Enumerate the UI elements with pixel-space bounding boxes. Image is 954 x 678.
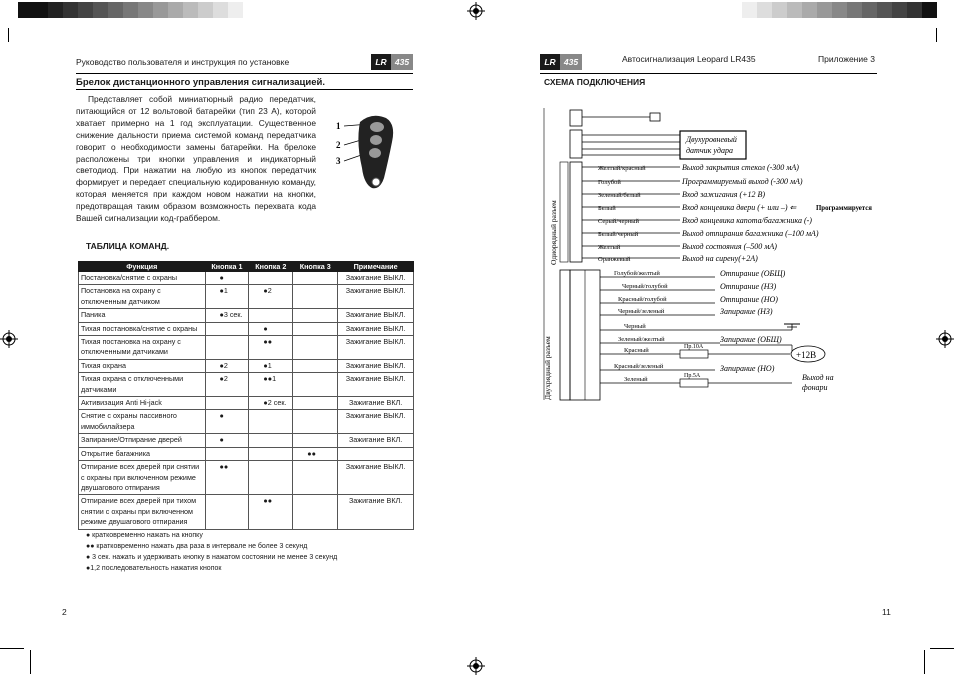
- wire1-color: Оранжевый: [598, 256, 631, 263]
- cell: ●●: [249, 495, 293, 529]
- cell: ●: [205, 434, 249, 447]
- legend-item: ●1,2 последовательность нажатия кнопок: [86, 565, 222, 572]
- wires2-group: [600, 269, 834, 392]
- cell: [293, 309, 338, 322]
- wire2-color: Черный: [624, 323, 646, 330]
- fuse-5a: [680, 379, 708, 387]
- cell: ●2: [205, 359, 249, 372]
- page-number-left: 2: [62, 607, 67, 617]
- cell: [293, 322, 338, 335]
- cell: ●●1: [249, 373, 293, 397]
- wire1-func: Вход концевика капота/багажника (-): [682, 216, 812, 225]
- cell: [338, 447, 414, 460]
- col-header: Кнопка 3: [293, 262, 338, 272]
- registration-mark-icon: [467, 2, 485, 20]
- cell: ●1: [249, 359, 293, 372]
- right-badge: [540, 54, 582, 70]
- wire2-func: Запирание (ОБЩ): [720, 335, 782, 344]
- sensor-label: Двухуровневый: [686, 135, 737, 144]
- crop-mark: [0, 648, 24, 649]
- wire2-func: Запирание (НЗ): [720, 307, 773, 316]
- cell: [205, 447, 249, 460]
- schema-title: СХЕМА ПОДКЛЮЧЕНИЯ: [544, 77, 646, 87]
- legend-item: ● кратковременно нажать на кнопку: [86, 532, 203, 539]
- sensor-connector: [570, 130, 582, 158]
- table-body: [79, 272, 414, 530]
- col-header: Кнопка 2: [249, 262, 293, 272]
- cell: Тихая охрана с отключенными датчиками: [79, 373, 206, 397]
- left-badge: [371, 54, 413, 70]
- cell: Зажигание ВЫКЛ.: [338, 373, 414, 397]
- wire1-func: Вход зажигания (+12 В): [682, 190, 766, 199]
- table-row: [79, 495, 414, 529]
- cell: Активизация Anti Hi-jack: [79, 397, 206, 410]
- lights-out-label: Выход на: [802, 373, 834, 382]
- table-row: [79, 285, 414, 309]
- commands-table: [78, 261, 414, 530]
- col-header: Кнопка 1: [205, 262, 249, 272]
- wire2-color: Красный: [624, 347, 649, 354]
- wire1-color: Серый/черный: [598, 218, 639, 225]
- cell: Зажигание ВЫКЛ.: [338, 285, 414, 309]
- cell: Тихая охрана: [79, 359, 206, 372]
- table-row: [79, 397, 414, 410]
- cell: Зажигание ВКЛ.: [338, 495, 414, 529]
- cell: Зажигание ВЫКЛ.: [338, 322, 414, 335]
- cell: Открытие багажника: [79, 447, 206, 460]
- wire1-color: Белый/черный: [598, 231, 639, 238]
- cell: ●2 сек.: [249, 397, 293, 410]
- cell: ●2: [205, 373, 249, 397]
- single-row-connector: [570, 162, 582, 262]
- table-row: [79, 272, 414, 285]
- cell: [249, 461, 293, 495]
- wire2-color: Красный/голубой: [618, 296, 667, 303]
- registration-mark-icon: [936, 330, 954, 348]
- badge-brand: LR: [371, 54, 391, 70]
- wire2-func: Отпирание (НЗ): [720, 282, 777, 291]
- wire1-func: Программируемый выход (-300 мА): [682, 177, 803, 186]
- legend-item: ●● кратковременно нажать два раза в интервале не более 3 секунд: [86, 543, 308, 550]
- wire2-func: Отпирание (НО): [720, 295, 778, 304]
- cell: ●1: [205, 285, 249, 309]
- table-header-row: [79, 262, 414, 272]
- wire1-color: Зеленый/белый: [598, 192, 641, 199]
- cell: [249, 447, 293, 460]
- registration-mark-icon: [0, 330, 18, 348]
- cell: [249, 434, 293, 447]
- fuse2-label: Пр.5А: [684, 373, 701, 379]
- cell: Паника: [79, 309, 206, 322]
- connector1-label: Одиорядный разъем: [549, 200, 558, 265]
- wire2-color: Зеленый: [624, 376, 648, 383]
- cell: [293, 461, 338, 495]
- table-row: [79, 359, 414, 372]
- programmable-note: Программируется: [816, 205, 872, 212]
- key-fob-image: [330, 112, 422, 194]
- cell: Зажигание ВКЛ.: [338, 434, 414, 447]
- table-row: [79, 322, 414, 335]
- page-number-right: 11: [882, 607, 891, 617]
- connector2-label: Двухрядный разъем: [543, 336, 552, 400]
- wire2-func: Отпирание (ОБЩ): [720, 269, 786, 278]
- cell: Постановка на охрану с отключенным датчиком: [79, 285, 206, 309]
- divider: [76, 73, 413, 74]
- fob-label-1: 1: [336, 121, 341, 131]
- cell: [293, 495, 338, 529]
- wire2-color: Черный/голубой: [622, 283, 668, 290]
- cell: [293, 397, 338, 410]
- table-legend: [86, 530, 337, 574]
- lights-out-label: фонари: [802, 383, 828, 392]
- col-header: Функция: [79, 262, 206, 272]
- wire2-color: Зеленый/желтый: [618, 336, 665, 343]
- right-page-header: Автосигнализация Leopard LR435: [622, 54, 756, 64]
- wire1-color: Желтый/красный: [598, 165, 646, 172]
- cell: Постановка/снятие с охраны: [79, 272, 206, 285]
- cell: [205, 322, 249, 335]
- wire2-func: Запирание (НО): [720, 364, 775, 373]
- crop-mark: [30, 650, 31, 674]
- print-strip-right: [742, 2, 937, 18]
- wire1-color: Голубой: [598, 179, 621, 186]
- badge-model: 435: [391, 54, 413, 70]
- cell: Снятие с охраны пассивного иммобилайзера: [79, 410, 206, 434]
- appendix-label: Приложение 3: [818, 54, 875, 64]
- cell: ●●: [249, 336, 293, 360]
- cell: Зажигание ВЫКЛ.: [338, 309, 414, 322]
- wiring-diagram: [530, 90, 890, 410]
- wire1-func: Выход на сирену(+2А): [682, 254, 758, 263]
- cell: ●: [205, 272, 249, 285]
- cell: ●●: [293, 447, 338, 460]
- wires1-group: [582, 163, 872, 263]
- section-title: Брелок дистанционного управления сигнализацией.: [76, 77, 325, 88]
- cell: Запирание/Отпирание дверей: [79, 434, 206, 447]
- table-row: [79, 373, 414, 397]
- table-row: [79, 309, 414, 322]
- cell: Тихая постановка/снятие с охраны: [79, 322, 206, 335]
- sensor-connector-top: [570, 110, 582, 126]
- double-row-connector: [560, 270, 570, 400]
- cell: [205, 336, 249, 360]
- col-header: Примечание: [338, 262, 414, 272]
- divider: [540, 73, 877, 74]
- description-paragraph: Представляет собой миниатюрный радио передатчик, питающийся от 12 вольтовой батарейки (тип 23 А), которой хватает примерно на 1 год эксплуатации. Существенное снижение дальности приема системой команд передатчика говорит о необходимости замены батарейки. На брелоке расположены три кнопки управления и индикаторный светодиод. При нажатии на любую из кнопок передатчик формирует и передает специальную кодированную команду, которая меняется при каждом новом нажатии на кнопки, предотвращая таким образом возможность перехвата кода Вашей сигнализации код-граббером.: [76, 94, 316, 224]
- wire1-func: Вход концевика двери (+ или –) ⇐: [682, 203, 797, 212]
- cell: ●: [205, 410, 249, 434]
- wire1-color: Желтый: [598, 244, 621, 251]
- table-title: ТАБЛИЦА КОМАНД.: [86, 241, 170, 251]
- table-row: [79, 447, 414, 460]
- table-row: [79, 434, 414, 447]
- wire1-color: Белый: [598, 205, 616, 212]
- cell: ●2: [249, 285, 293, 309]
- cell: [249, 272, 293, 285]
- cell: [293, 285, 338, 309]
- table-row: [79, 461, 414, 495]
- cell: Зажигание ВЫКЛ.: [338, 336, 414, 360]
- cell: [249, 410, 293, 434]
- cell: Зажигание ВЫКЛ.: [338, 410, 414, 434]
- cell: [293, 373, 338, 397]
- crop-mark: [8, 28, 9, 42]
- fuse1-label: Пр.10А: [684, 344, 704, 350]
- cell: [249, 309, 293, 322]
- cell: ●: [249, 322, 293, 335]
- crop-mark: [930, 648, 954, 649]
- table-row: [79, 336, 414, 360]
- legend-item: ● 3 сек. нажать и удерживать кнопку в нажатом состоянии не менее 3 секунд: [86, 554, 338, 561]
- divider: [76, 89, 413, 90]
- badge-brand: LR: [540, 54, 560, 70]
- fuse-10a: [680, 350, 708, 358]
- print-strip-left: [18, 2, 243, 18]
- cell: Зажигание ВЫКЛ.: [338, 359, 414, 372]
- cell: [205, 397, 249, 410]
- sensor-label: датчик удара: [686, 146, 733, 155]
- wire2-color: Черный/зеленый: [618, 308, 665, 315]
- badge-model: 435: [560, 54, 582, 70]
- registration-mark-icon: [467, 657, 485, 675]
- cell: ●3 сек.: [205, 309, 249, 322]
- fob-label-3: 3: [336, 156, 341, 166]
- cell: Зажигание ВЫКЛ.: [338, 272, 414, 285]
- cell: Зажигание ВКЛ.: [338, 397, 414, 410]
- cell: Тихая постановка на охрану с отключенными датчиками: [79, 336, 206, 360]
- supply-label: +12В: [796, 350, 817, 360]
- crop-mark: [936, 28, 937, 42]
- table-row: [79, 410, 414, 434]
- cell: [205, 495, 249, 529]
- cell: Отпирание всех дверей при тихом снятии с охраны при включенном режиме двушагового отпирания: [79, 495, 206, 529]
- cell: [293, 410, 338, 434]
- cell: Зажигание ВЫКЛ.: [338, 461, 414, 495]
- cell: [293, 434, 338, 447]
- wire2-color: Голубой/желтый: [614, 270, 660, 277]
- cell: [293, 359, 338, 372]
- cell: [293, 336, 338, 360]
- fob-label-2: 2: [336, 140, 341, 150]
- left-page-header: Руководство пользователя и инструкция по установке: [76, 57, 290, 67]
- cell: ●●: [205, 461, 249, 495]
- wire1-func: Выход состояния (–500 мА): [682, 242, 777, 251]
- wire2-color: Красный/зеленый: [614, 363, 664, 370]
- cell: Отпирание всех дверей при снятии с охраны при включенном режиме двушагового отпирания: [79, 461, 206, 495]
- cell: [293, 272, 338, 285]
- crop-mark: [924, 650, 925, 674]
- wire1-func: Выход закрытия стекол (-300 мА): [682, 163, 799, 172]
- wire1-func: Выход отпирания багажника (–100 мА): [682, 229, 819, 238]
